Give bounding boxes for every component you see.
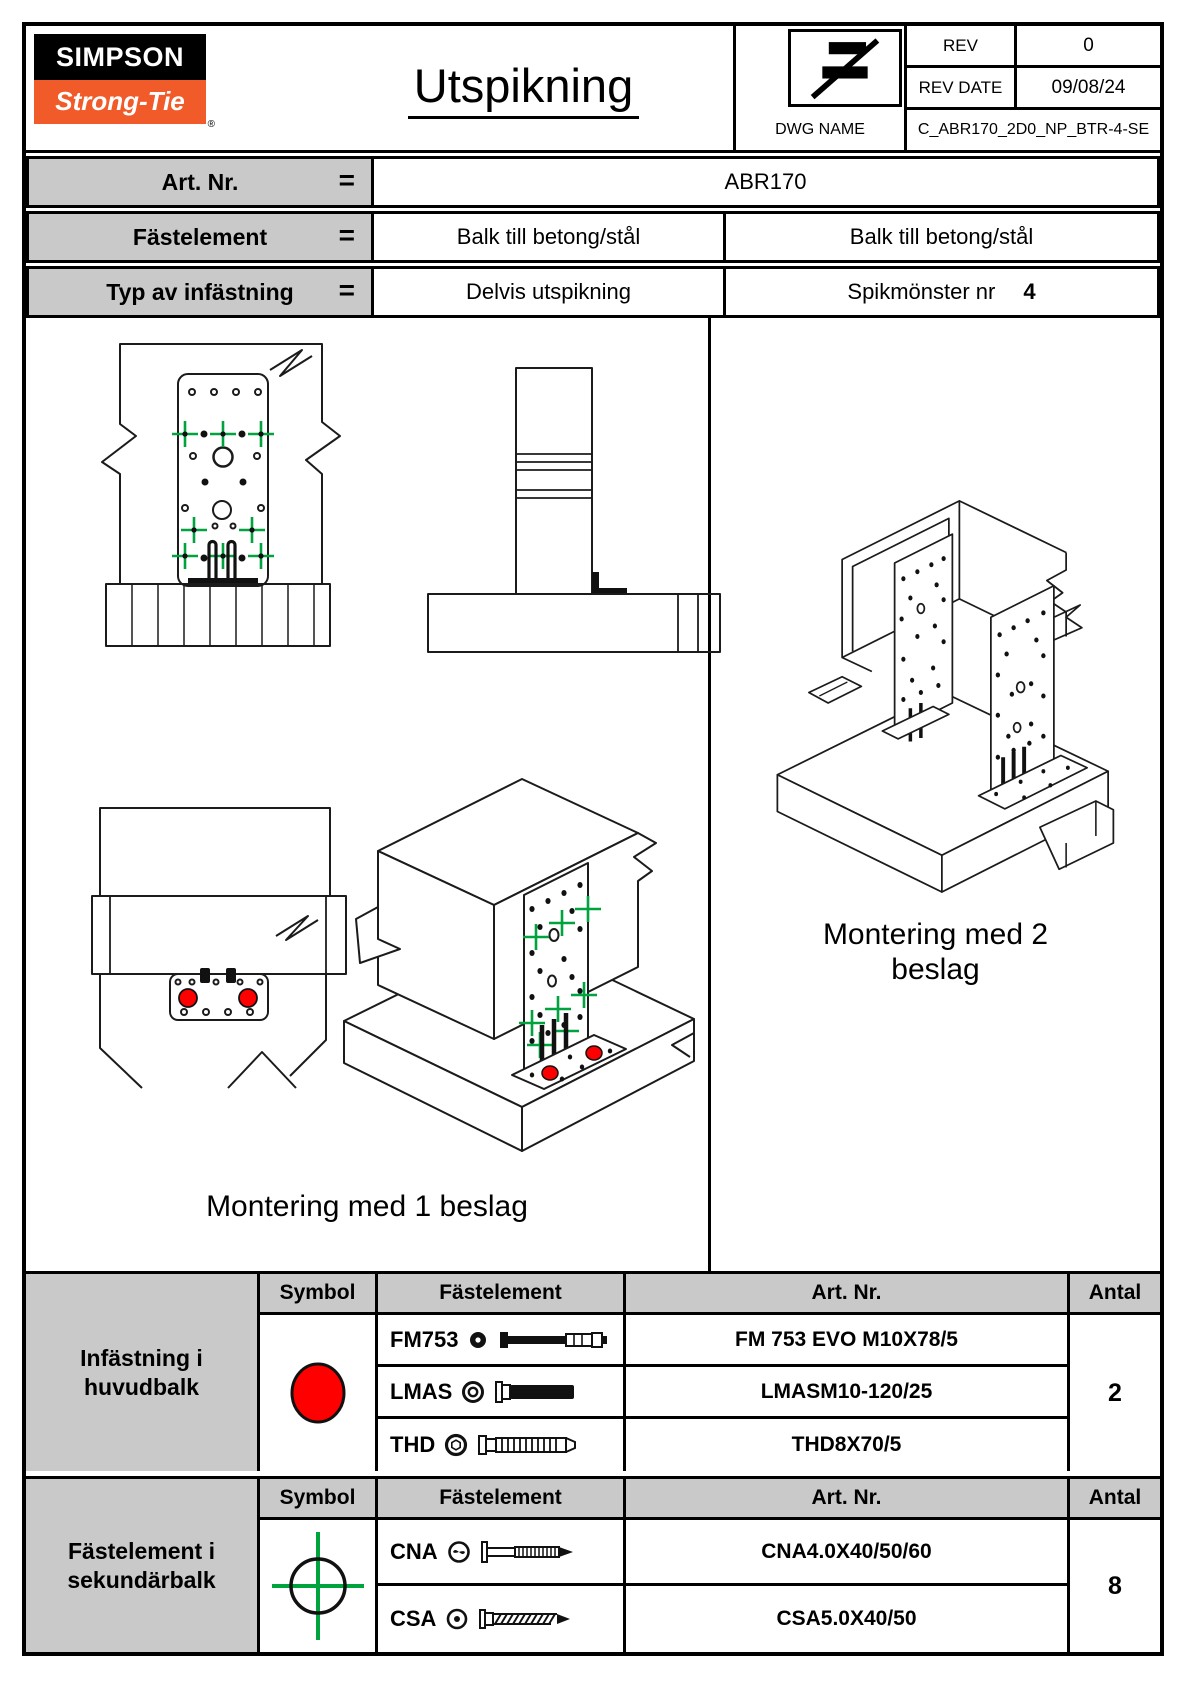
iso-double-bracket-drawing bbox=[741, 486, 1141, 906]
artnr-label: Art. Nr. bbox=[161, 168, 239, 195]
info-row-fastelement bbox=[26, 211, 1160, 263]
fastener-table-sekundarbalk bbox=[26, 1476, 1160, 1652]
rev-value: 0 bbox=[1014, 26, 1160, 68]
spikmonster-label: Spikmönster nr bbox=[847, 279, 996, 304]
rev-date-label: REV DATE bbox=[904, 68, 1014, 110]
fastelement-value-left: Balk till betong/stål bbox=[374, 214, 726, 260]
nail-position-crosshairs bbox=[172, 421, 274, 569]
iso-single-bracket-drawing bbox=[326, 723, 711, 1153]
artnr-label-cell bbox=[29, 159, 374, 205]
spikmonster-number: 4 bbox=[1023, 279, 1036, 304]
fm753-head-icon bbox=[467, 1329, 489, 1351]
sheet-header bbox=[26, 26, 1160, 153]
logo-box bbox=[26, 26, 314, 150]
side-view-drawing bbox=[416, 346, 731, 656]
artnr-thd: THD8X70/5 bbox=[626, 1419, 1070, 1471]
caption-single-bracket: Montering med 1 beslag bbox=[206, 1190, 528, 1223]
infastning-label: Typ av infästning bbox=[106, 278, 294, 305]
rev-date-value: 09/08/24 bbox=[1014, 68, 1160, 110]
info-row-artnr bbox=[26, 156, 1160, 208]
logo-strongtie-text: Strong-Tie bbox=[34, 80, 206, 124]
logo-simpson-text: SIMPSON bbox=[34, 34, 206, 80]
caption-double-line1: Montering med 2 bbox=[822, 918, 1049, 951]
fastelement-label-cell bbox=[29, 214, 374, 260]
equals-sign: = bbox=[338, 164, 355, 196]
lmas-head-icon bbox=[461, 1380, 485, 1404]
anchor-marker-red bbox=[542, 1066, 558, 1080]
bottom-view-drawing bbox=[76, 760, 361, 1090]
drawing-pane-right bbox=[711, 318, 1160, 1271]
dwg-name-label: DWG NAME bbox=[775, 121, 865, 138]
col-header-symbol: Symbol bbox=[260, 1479, 378, 1520]
qty-sekundarbalk: 8 bbox=[1108, 1571, 1122, 1600]
csa-screw-icon bbox=[478, 1603, 582, 1635]
fm753-bolt-icon bbox=[498, 1324, 616, 1356]
col-header-artnr: Art. Nr. bbox=[626, 1274, 1070, 1315]
infastning-label-cell bbox=[29, 269, 374, 315]
fastelement-label: Fästelement bbox=[132, 223, 268, 250]
artnr-csa: CSA5.0X40/50 bbox=[626, 1586, 1070, 1652]
fastener-row-cna bbox=[378, 1520, 626, 1586]
rev-label: REV bbox=[904, 26, 1014, 68]
qty-huvudbalk: 2 bbox=[1108, 1378, 1122, 1407]
green-crosshair-symbol-icon bbox=[268, 1528, 368, 1644]
col-header-fastener: Fästelement bbox=[378, 1479, 626, 1520]
anchor-marker-red bbox=[586, 1046, 602, 1060]
sheet-frame bbox=[22, 22, 1164, 1656]
col-header-antal: Antal bbox=[1070, 1274, 1160, 1315]
equals-sign: = bbox=[338, 219, 355, 251]
cna-nail-icon bbox=[480, 1536, 580, 1568]
fastener-code: THD bbox=[390, 1432, 436, 1457]
projection-symbol-box bbox=[788, 29, 902, 107]
artnr-lmas: LMASM10-120/25 bbox=[626, 1367, 1070, 1419]
artnr-value: ABR170 bbox=[724, 169, 807, 194]
caption-double-bracket bbox=[711, 918, 1160, 987]
anchor-marker-red bbox=[179, 989, 197, 1007]
col-header-antal: Antal bbox=[1070, 1479, 1160, 1520]
projection-symbol-icon bbox=[801, 34, 889, 102]
caption-double-line2: beslag bbox=[891, 952, 980, 986]
projection-symbol-cell bbox=[736, 26, 904, 110]
group-label-huvudbalk: Infästning i huvudbalk bbox=[26, 1274, 260, 1471]
registered-mark: ® bbox=[207, 119, 215, 130]
fastener-code: LMAS bbox=[390, 1378, 453, 1404]
cna-head-icon bbox=[447, 1540, 471, 1564]
artnr-cna: CNA4.0X40/50/60 bbox=[626, 1520, 1070, 1586]
fastener-table-huvudbalk bbox=[26, 1271, 1160, 1471]
equals-sign: = bbox=[338, 274, 355, 306]
fastener-row-fm753 bbox=[378, 1315, 626, 1367]
front-view-drawing bbox=[76, 318, 361, 649]
fastener-row-thd bbox=[378, 1419, 626, 1471]
thd-head-icon bbox=[444, 1433, 468, 1457]
anchor-marker-red bbox=[239, 989, 257, 1007]
col-header-symbol: Symbol bbox=[260, 1274, 378, 1315]
spikmonster-cell bbox=[726, 269, 1157, 315]
col-header-fastener: Fästelement bbox=[378, 1274, 626, 1315]
title-block bbox=[733, 26, 1160, 150]
col-header-artnr: Art. Nr. bbox=[626, 1479, 1070, 1520]
page-title: Utspikning bbox=[408, 58, 639, 119]
lmas-bolt-icon bbox=[494, 1376, 586, 1408]
symbol-cell-huvudbalk bbox=[260, 1315, 378, 1471]
fastener-row-csa bbox=[378, 1586, 626, 1652]
fastener-code: FM753 bbox=[390, 1326, 459, 1352]
drawing-pane-left bbox=[26, 318, 708, 1271]
thd-screw-icon bbox=[477, 1429, 581, 1461]
drawing-area bbox=[26, 318, 1160, 1271]
fastener-code: CSA bbox=[390, 1606, 437, 1631]
csa-head-icon bbox=[445, 1607, 469, 1631]
symbol-cell-sekundarbalk bbox=[260, 1520, 378, 1652]
fastener-code: CNA bbox=[390, 1538, 438, 1564]
dwg-name-value: C_ABR170_2D0_NP_BTR-4-SE bbox=[904, 110, 1160, 150]
title-box bbox=[314, 26, 733, 150]
artnr-fm753: FM 753 EVO M10X78/5 bbox=[626, 1315, 1070, 1367]
red-dot-symbol-icon bbox=[285, 1358, 351, 1428]
fastener-row-lmas bbox=[378, 1367, 626, 1419]
simpson-strongtie-logo bbox=[34, 34, 215, 130]
infastning-value-left: Delvis utspikning bbox=[374, 269, 726, 315]
group-label-sekundarbalk: Fästelement i sekundärbalk bbox=[26, 1479, 260, 1652]
fastelement-value-right: Balk till betong/stål bbox=[849, 224, 1034, 249]
info-row-infastning bbox=[26, 266, 1160, 318]
